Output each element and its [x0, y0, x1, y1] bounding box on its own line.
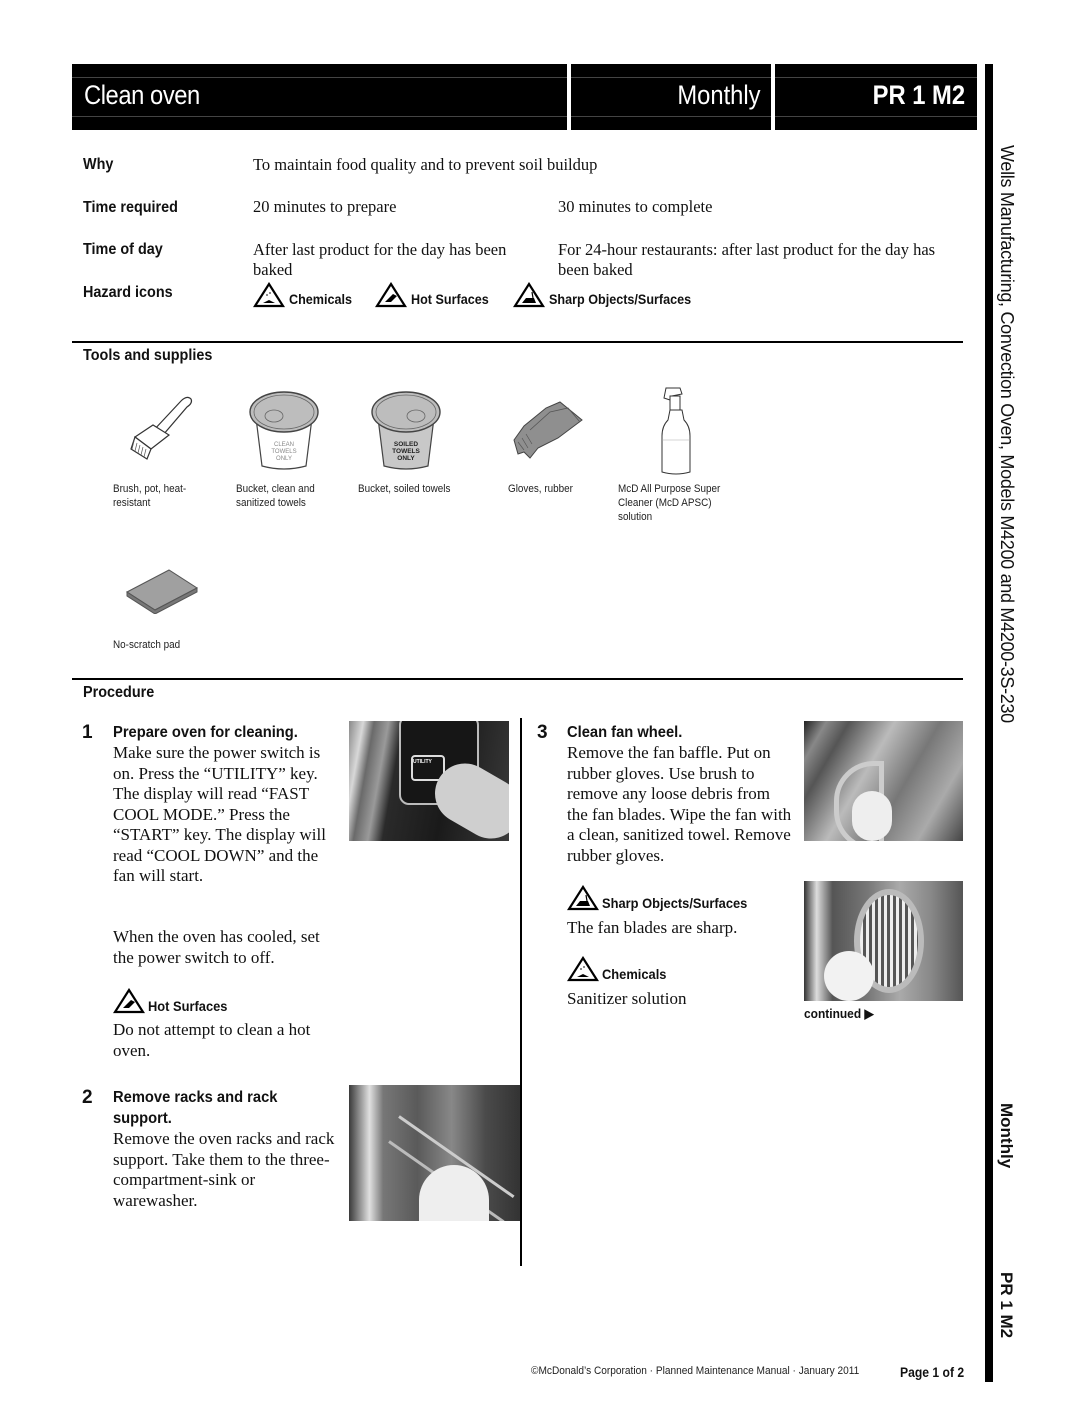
svg-text:TOWELS: TOWELS: [392, 448, 420, 455]
sidebar-code: PR 1 M2: [997, 1272, 1016, 1339]
tool-label: Brush, pot, heat-resistant: [113, 483, 187, 509]
tool-label: Bucket, soiled towels: [358, 483, 451, 495]
hot-surfaces-hazard-icon: [113, 988, 145, 1014]
step-body-2: When the oven has cooled, set the power switch to off.: [113, 927, 320, 967]
time-required-label: Time required: [83, 199, 178, 216]
utility-key-photo: UTILITY: [349, 721, 509, 841]
step-title: Prepare oven for cleaning.: [113, 724, 298, 741]
step-body: Remove the fan baffle. Put on rubber gloves. Use brush to remove any loose debris from the fan blades. Wipe the fan with a clean, sanitized towel. Remove rubber gloves.: [567, 743, 792, 865]
warning-text: Do not attempt to clean a hot oven.: [113, 1020, 311, 1060]
column-divider: [520, 718, 522, 1266]
page-number: Page 1 of 2: [900, 1365, 965, 1380]
sidebar-frequency: Monthly: [997, 1103, 1016, 1169]
brush-icon: [125, 393, 195, 463]
header-divider: [771, 64, 775, 130]
warning-chemicals: Chemicals: [567, 956, 672, 982]
svg-text:CLEAN: CLEAN: [273, 442, 295, 448]
spray-bottle-icon: [656, 386, 696, 476]
tool-pad: [125, 568, 199, 614]
bucket-soiled-icon: [368, 390, 444, 472]
sidebar-bar: [985, 64, 993, 1382]
svg-text:SOILED: SOILED: [393, 441, 419, 448]
header-divider: [567, 64, 571, 130]
hazard-icons-label: Hazard icons: [83, 284, 173, 301]
fan-wheel-photo: [804, 881, 963, 1001]
frequency-label: Monthly: [677, 80, 761, 110]
time-of-day-label: Time of day: [83, 241, 163, 258]
why-label: Why: [83, 156, 114, 173]
tool-bucket-clean: [246, 390, 322, 472]
equipment-model-text: Wells Manufacturing, Convection Oven, Models M4200 and M4200-3S-230: [997, 145, 1017, 723]
time-prepare: 20 minutes to prepare: [253, 197, 397, 216]
step-number: 3: [537, 722, 548, 743]
footer-copyright: ©McDonald’s Corporation · Planned Maintenance Manual · January 2011: [531, 1365, 860, 1377]
chemicals-hazard-icon: [567, 956, 599, 982]
sharp-objects-hazard-icon: [567, 885, 599, 911]
tool-brush: [125, 393, 195, 463]
tool-spray-bottle: [656, 386, 696, 476]
time-of-day-24h: For 24-hour restaurants: after last product for the day has been baked: [558, 240, 936, 279]
tool-bucket-soiled: [368, 390, 444, 472]
continued-indicator: continued ▶: [804, 1006, 874, 1021]
step-title: Clean fan wheel.: [567, 724, 683, 741]
fan-baffle-photo: [804, 721, 963, 841]
hot-surfaces-hazard-icon: [375, 282, 407, 308]
section-divider: [72, 678, 963, 680]
warning-text: The fan blades are sharp.: [567, 918, 738, 937]
svg-text:ONLY: ONLY: [397, 455, 415, 462]
hazard-icons-list: [253, 282, 707, 308]
step-body: Make sure the power switch is on. Press the “UTILITY” key. The display will read “FAST COOL MODE.” Press the “START” key. The display will read “COOL DOWN” and the fan will start.: [113, 743, 326, 885]
gloves-icon: [510, 398, 586, 460]
hazard-hot-surfaces: Hot Surfaces: [375, 282, 497, 308]
tool-gloves: [510, 398, 586, 460]
step-number: 2: [82, 1087, 93, 1108]
warning-hot-surfaces: Hot Surfaces: [113, 988, 234, 1014]
step-number: 1: [82, 722, 93, 743]
hazard-chemicals: Chemicals: [253, 282, 359, 308]
sharp-objects-hazard-icon: [513, 282, 545, 308]
no-scratch-pad-icon: [125, 568, 199, 614]
hazard-sharp-objects: Sharp Objects/Surfaces: [513, 282, 707, 308]
why-value: To maintain food quality and to prevent soil buildup: [253, 155, 598, 174]
section-divider: [72, 341, 963, 343]
bucket-clean-icon: [246, 390, 322, 472]
time-complete: 30 minutes to complete: [558, 197, 713, 216]
page-title: Clean oven: [84, 80, 200, 110]
step-body: Remove the oven racks and rack support. Take them to the three-compartment-sink or warewasher.: [113, 1129, 335, 1210]
tool-label: Gloves, rubber: [508, 483, 573, 495]
tool-label: No-scratch pad: [113, 639, 181, 651]
tool-label: Bucket, clean and sanitized towels: [236, 483, 315, 509]
chemicals-hazard-icon: [253, 282, 285, 308]
time-of-day-standard: After last product for the day has been baked: [253, 240, 507, 279]
warning-sharp-objects: Sharp Objects/Surfaces: [567, 885, 760, 911]
svg-text:TOWELS: TOWELS: [271, 449, 297, 455]
warning-text: Sanitizer solution: [567, 989, 687, 1008]
tool-label: McD All Purpose Super Cleaner (McD APSC) solution: [618, 483, 721, 523]
procedure-section-title: Procedure: [83, 684, 155, 701]
document-header: [72, 64, 977, 130]
tools-section-title: Tools and supplies: [83, 347, 213, 364]
oven-racks-photo: [349, 1085, 520, 1221]
step-title: Remove racks and rack support.: [113, 1089, 278, 1127]
procedure-code: PR 1 M2: [872, 80, 965, 110]
svg-text:ONLY: ONLY: [276, 456, 292, 462]
